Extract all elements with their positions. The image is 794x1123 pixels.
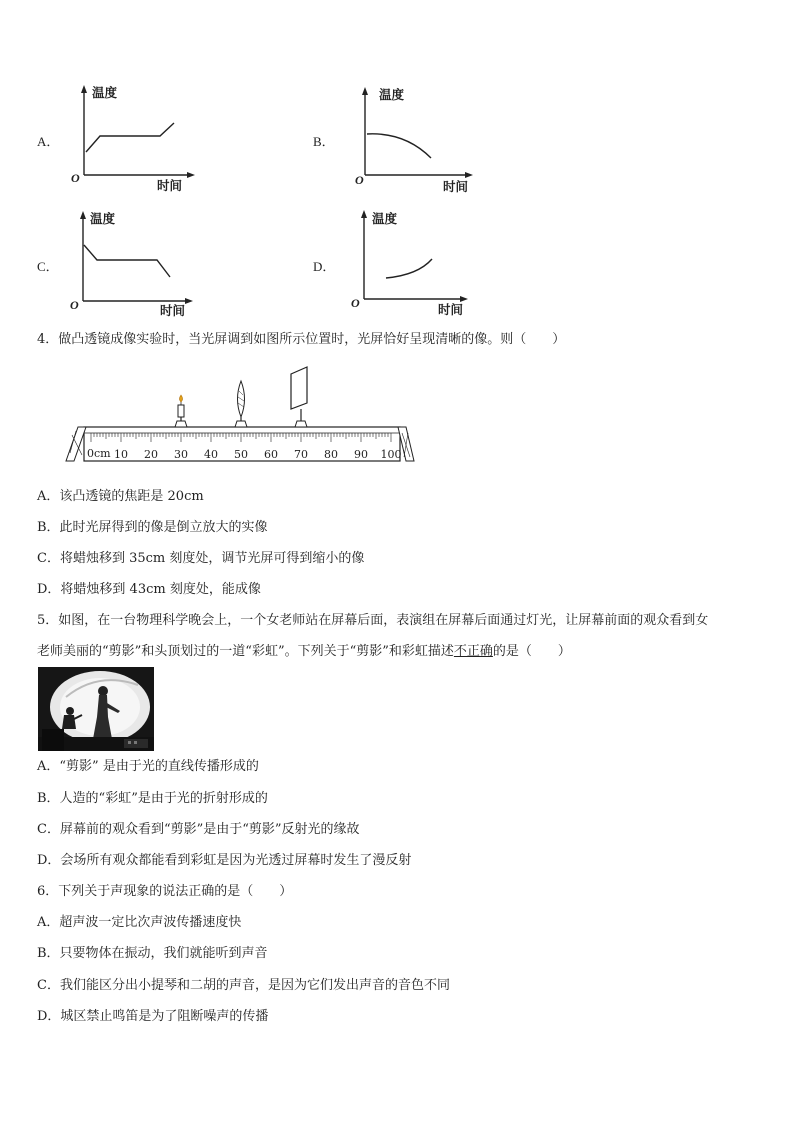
q5-stem-underlined: 不正确 [453, 644, 493, 659]
graph-a [62, 80, 202, 199]
option-d-label: D． [313, 259, 336, 274]
origin-label: O [355, 173, 364, 187]
q4-option-a: A．该凸透镜的焦距是 20cm [37, 489, 204, 504]
q5-option-a: A．“剪影” 是由于光的直线传播形成的 [37, 759, 259, 774]
q5-stem-tail: 的是（ ） [492, 644, 571, 659]
curve-d [386, 259, 432, 278]
q6-option-a: A．超声波一定比次声波传播速度快 [37, 915, 242, 930]
curve-b [367, 134, 431, 158]
ruler-unit-label: 0cm [87, 447, 111, 460]
ruler-tick-label: 80 [324, 448, 338, 461]
optical-bench-figure [60, 365, 420, 465]
q5-option-c: C．屏幕前的观众看到“剪影”是由于“剪影”反射光的缘故 [37, 822, 360, 837]
x-axis-label: 时间 [160, 303, 186, 318]
x-axis-label: 时间 [438, 302, 464, 317]
origin-label: O [70, 298, 79, 312]
ruler-tick-label: 70 [294, 448, 308, 461]
q6-option-c: C．我们能区分出小提琴和二胡的声音，是因为它们发出声音的音色不同 [37, 978, 450, 993]
q6-option-b: B．只要物体在振动，我们就能听到声音 [37, 946, 268, 961]
x-axis-label: 时间 [443, 179, 469, 194]
ruler-tick-label: 20 [144, 448, 158, 461]
ruler-tick-label: 40 [204, 448, 218, 461]
q5-stem-line2 [37, 644, 571, 660]
ruler-tick-label: 100 [380, 448, 402, 461]
q5-stem-line1: 5．如图，在一台物理科学晚会上，一个女老师站在屏幕后面，表演组在屏幕后面通过灯光，让屏幕前面的观众看到女 [37, 613, 709, 628]
q6-stem: 6．下列关于声现象的说法正确的是（ ） [37, 884, 293, 899]
option-a-label: A． [37, 134, 60, 149]
q5-option-b: B．人造的“彩虹”是由于光的折射形成的 [37, 791, 268, 806]
ruler-tick-label: 90 [354, 448, 368, 461]
silhouette-photo [38, 667, 154, 751]
ruler-tick-label: 60 [264, 448, 278, 461]
y-axis-label: 温度 [92, 85, 118, 100]
origin-label: O [351, 296, 360, 310]
q5-stem-text: 老师美丽的“剪影”和头顶划过的一道“彩虹”。下列关于“剪影”和彩虹描述 [37, 644, 454, 659]
candle [175, 395, 187, 427]
curve-a [86, 123, 174, 152]
graph-b [345, 82, 485, 201]
option-b-label: B． [313, 134, 335, 149]
q4-option-c: C．将蜡烛移到 35cm 刻度处，调节光屏可得到缩小的像 [37, 551, 365, 566]
q4-stem: 4．做凸透镜成像实验时，当光屏调到如图所示位置时，光屏恰好呈现清晰的像。则（ ） [37, 332, 566, 347]
light-screen [291, 367, 307, 427]
y-axis-label: 温度 [372, 211, 398, 226]
origin-label: O [71, 171, 80, 185]
curve-c [84, 245, 170, 277]
q5-option-d: D．会场所有观众都能看到彩虹是因为光透过屏幕时发生了漫反射 [37, 853, 412, 868]
x-axis-label: 时间 [157, 178, 183, 193]
ruler-tick-label: 50 [234, 448, 248, 461]
ruler-tick-label: 30 [174, 448, 188, 461]
y-axis-label: 温度 [90, 211, 116, 226]
q4-option-d: D．将蜡烛移到 43cm 刻度处，能成像 [37, 582, 261, 597]
graph-d [340, 205, 480, 324]
ruler-tick-label: 10 [114, 448, 128, 461]
convex-lens [235, 381, 247, 427]
option-c-label: C． [37, 259, 59, 274]
graph-c [62, 205, 202, 324]
flame-icon [180, 395, 183, 402]
q4-option-b: B．此时光屏得到的像是倒立放大的实像 [37, 520, 268, 535]
y-axis-label: 温度 [379, 87, 405, 102]
q6-option-d: D．城区禁止鸣笛是为了阻断噪声的传播 [37, 1009, 269, 1024]
